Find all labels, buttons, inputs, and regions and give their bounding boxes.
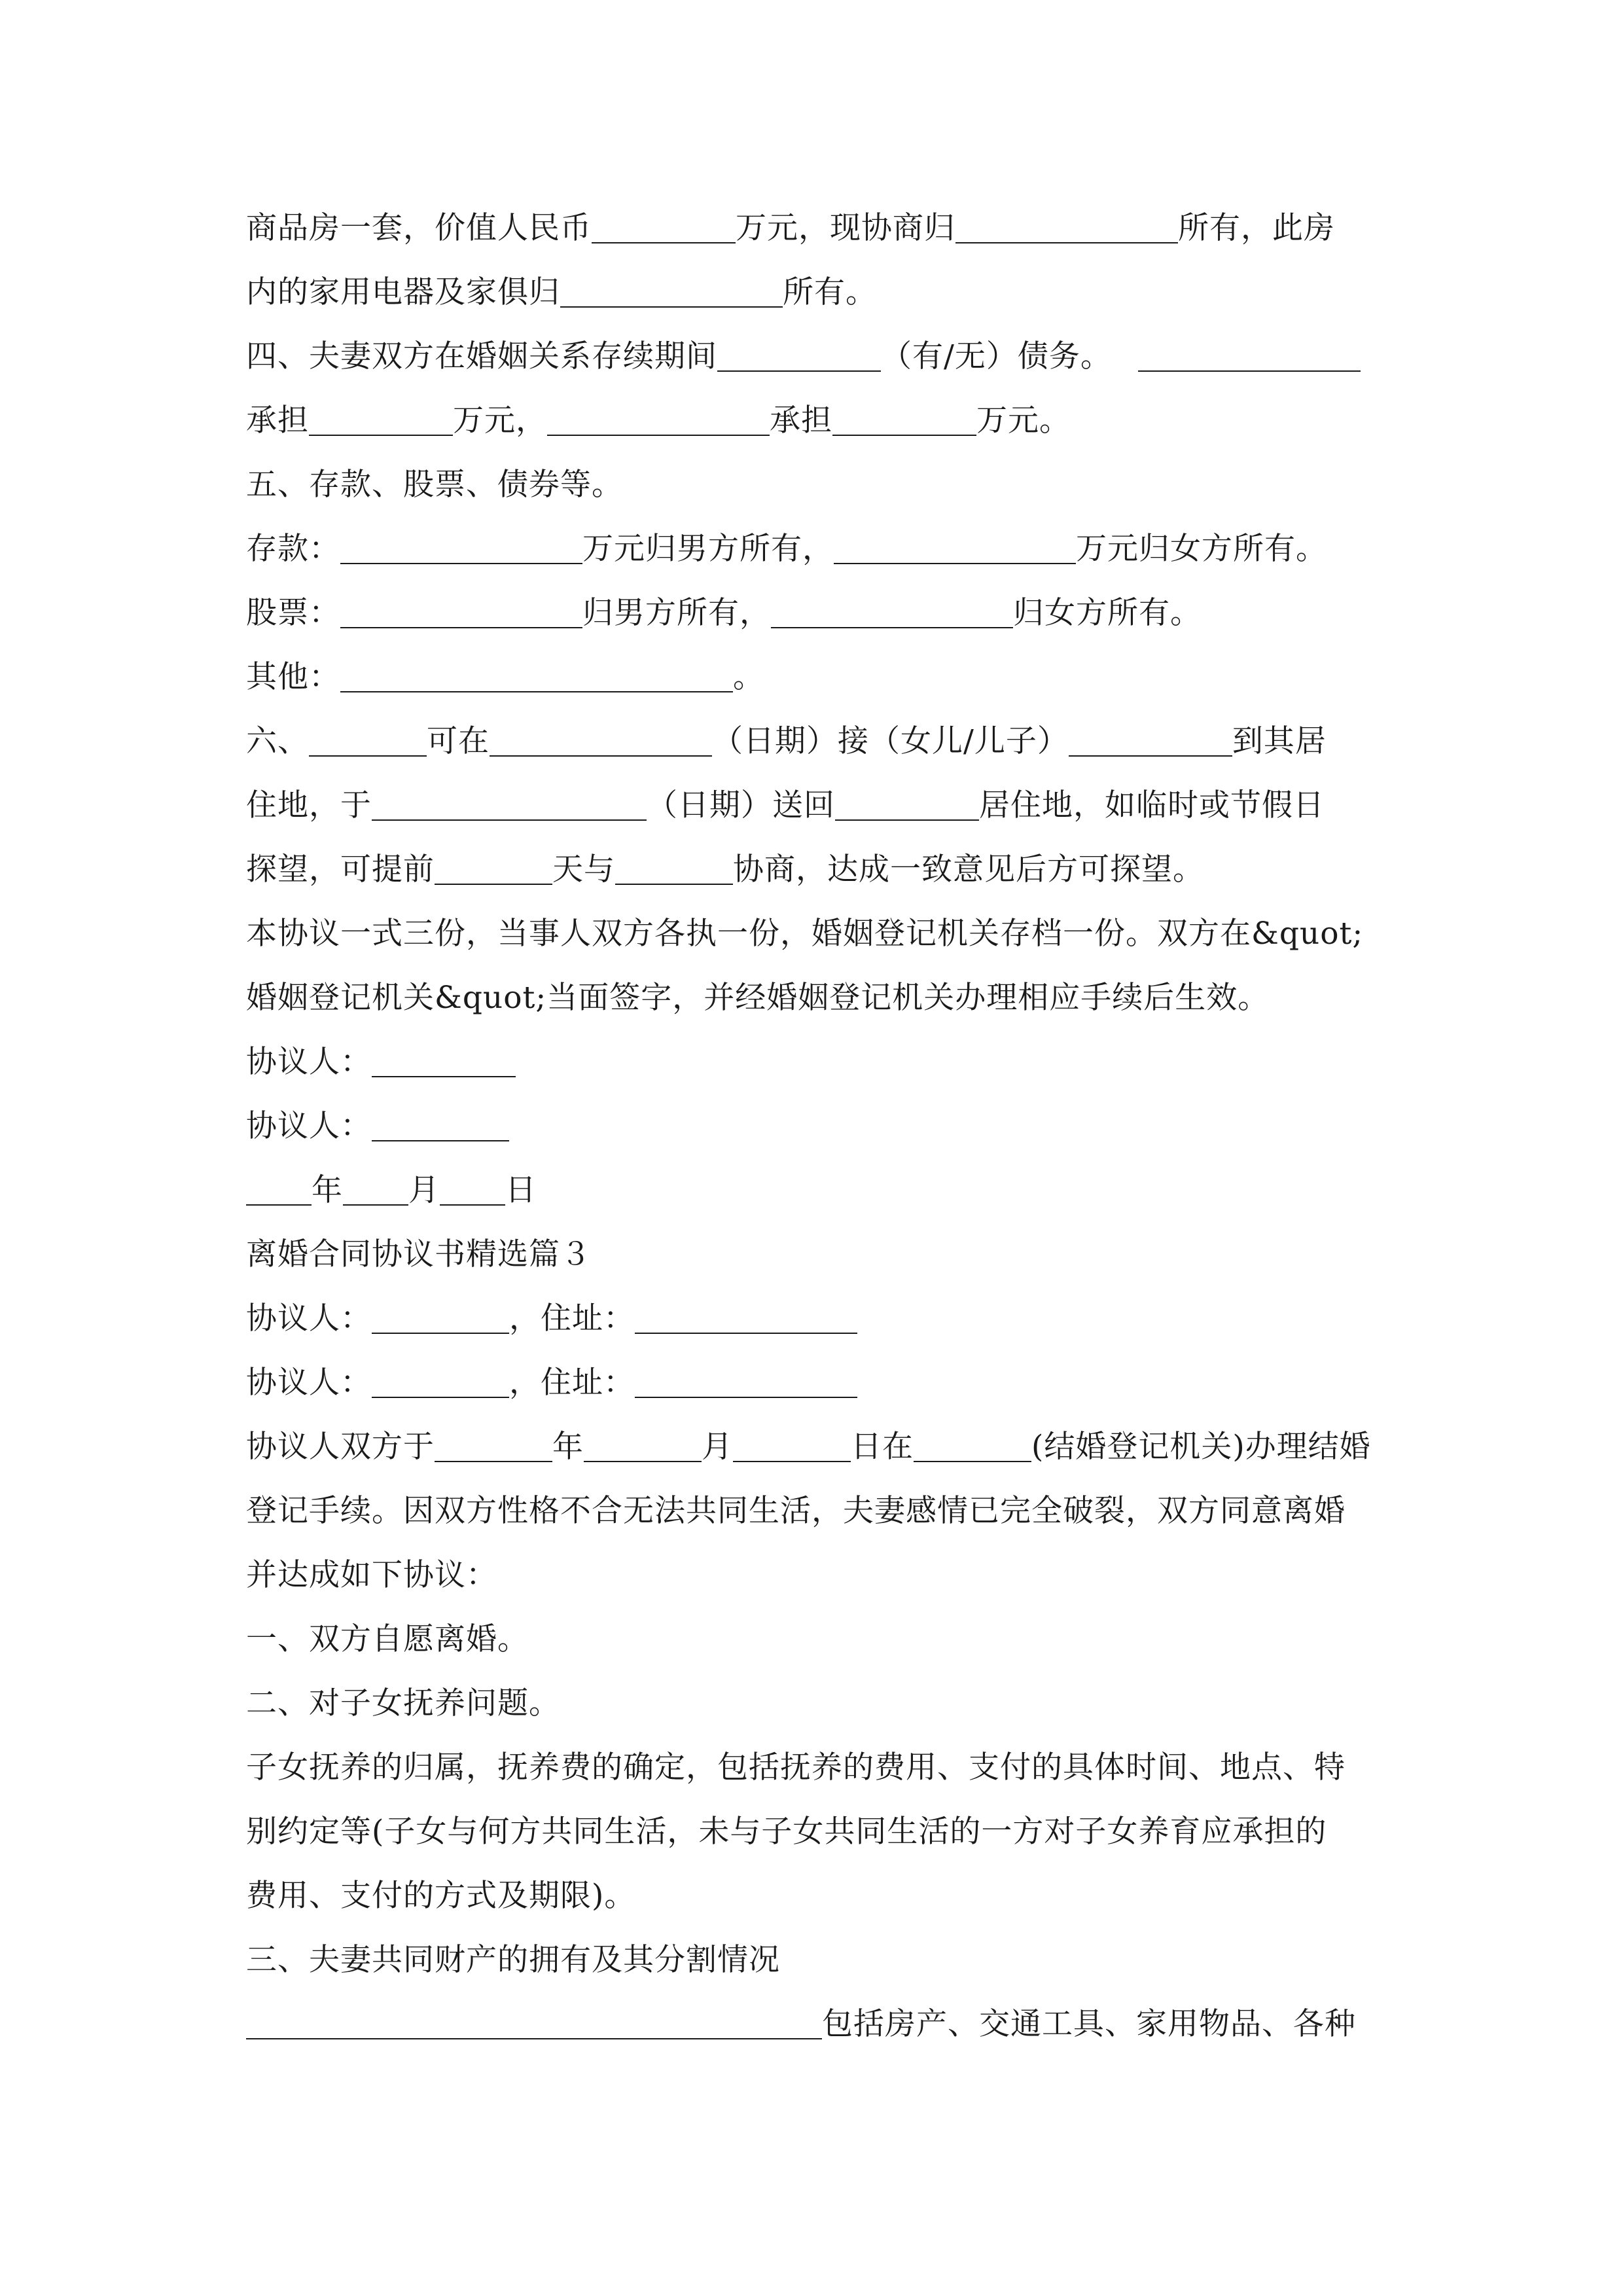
section-heading (246, 1223, 1398, 1287)
text-segment: 费用、支付的方式及期限)。 (246, 1878, 636, 1914)
text-segment: 一、双方自愿离婚。 (246, 1621, 529, 1657)
text-segment: 协议人： (246, 1365, 372, 1401)
text-segment: 内的家用电器及家俱归 (246, 274, 560, 310)
fill-blank (592, 219, 736, 243)
text-line (246, 1928, 1398, 1992)
text-line (246, 1864, 1398, 1928)
text-segment: 五、存款、股票、债券等。 (246, 467, 623, 503)
fill-blank (372, 1309, 509, 1334)
text-segment: 承担 (246, 403, 309, 439)
text-line (246, 260, 1398, 325)
text-segment: 万元，现协商归 (736, 210, 955, 246)
text-segment: 别约定等(子女与何方共同生活，未与子女共同生活的一方对子女养育应承担的 (246, 1814, 1327, 1850)
text-segment: 包括房产、交通工具、家用物品、各种 (822, 2006, 1356, 2042)
fill-blank (340, 668, 733, 692)
fill-blank (717, 347, 881, 372)
text-segment: 探望，可提前 (246, 852, 435, 888)
fill-blank (733, 1437, 851, 1462)
text-line (246, 774, 1398, 838)
text-line (246, 966, 1398, 1030)
text-segment: 并达成如下协议： (246, 1557, 497, 1593)
text-line (246, 196, 1398, 260)
text-segment: 承担 (770, 403, 832, 439)
fill-blank (1069, 732, 1232, 757)
fill-blank (635, 1373, 857, 1398)
text-segment: 存款： (246, 531, 340, 567)
text-line (246, 581, 1398, 645)
text-segment: 协议人双方于 (246, 1429, 435, 1465)
text-segment: 可在 (427, 723, 490, 759)
text-segment: 万元。 (976, 403, 1071, 439)
fill-blank (372, 1052, 516, 1077)
text-segment: 婚姻登记机关&quot;当面签字，并经婚姻登记机关办理相应手续后生效。 (246, 980, 1270, 1016)
text-line (246, 902, 1398, 966)
fill-blank (635, 1309, 857, 1334)
fill-blank (440, 1181, 505, 1206)
text-segment: ，住址： (509, 1365, 635, 1401)
fill-blank (372, 796, 647, 821)
fill-blank (246, 2015, 822, 2039)
text-segment: 天与 (552, 852, 615, 888)
document-page (246, 196, 1398, 2056)
text-line (246, 1479, 1398, 1543)
text-line (246, 1800, 1398, 1864)
fill-blank (343, 1181, 408, 1206)
text-line (246, 1415, 1398, 1479)
text-line (246, 645, 1398, 709)
fill-blank (372, 1117, 509, 1141)
fill-blank (560, 283, 783, 308)
text-segment: 万元归男方所有， (582, 531, 834, 567)
text-segment: 住地，于 (246, 787, 372, 823)
text-segment: （日期）接（女儿/儿子） (712, 723, 1069, 759)
text-line (246, 1992, 1398, 2056)
text-segment: 居住地，如临时或节假日 (979, 787, 1325, 823)
text-segment: 。 (733, 659, 764, 695)
text-segment: 商品房一套，价值人民币 (246, 210, 592, 246)
text-line (246, 1543, 1398, 1607)
text-line (246, 1672, 1398, 1736)
text-segment: 归男方所有， (582, 595, 771, 631)
text-segment: 年 (552, 1429, 584, 1465)
text-line (246, 389, 1398, 453)
text-segment: 归女方所有。 (1013, 595, 1202, 631)
text-line (246, 1287, 1398, 1351)
fill-blank (490, 732, 712, 757)
text-line (246, 325, 1398, 389)
text-segment: 子女抚养的归属，抚养费的确定，包括抚养的费用、支付的具体时间、地点、特 (246, 1749, 1346, 1785)
text-segment: 其他： (246, 659, 340, 695)
text-segment: 登记手续。因双方性格不合无法共同生活，夫妻感情已完全破裂，双方同意离婚 (246, 1493, 1346, 1529)
text-segment: ，住址： (509, 1300, 635, 1336)
text-line (246, 1094, 1398, 1158)
fill-blank (340, 603, 582, 628)
fill-blank (372, 1373, 509, 1398)
text-segment: (结婚登记机关)办理结婚 (1031, 1429, 1371, 1465)
text-line (246, 1736, 1398, 1800)
text-segment: 六、 (246, 723, 309, 759)
text-line (246, 1030, 1398, 1094)
text-segment: 所有。 (783, 274, 877, 310)
text-segment: 万元归女方所有。 (1076, 531, 1327, 567)
fill-blank (340, 539, 582, 564)
fill-blank (435, 1437, 552, 1462)
fill-blank (771, 603, 1013, 628)
fill-blank (1138, 347, 1361, 372)
text-segment: 三、夫妻共同财产的拥有及其分割情况 (246, 1942, 780, 1978)
fill-blank (309, 732, 427, 757)
fill-blank (834, 539, 1076, 564)
text-line (246, 709, 1398, 774)
fill-blank (835, 796, 979, 821)
text-segment: 万元， (453, 403, 547, 439)
text-segment: 年 (312, 1172, 343, 1208)
text-segment: 月 (702, 1429, 733, 1465)
text-line (246, 1158, 1398, 1223)
text-line (246, 1351, 1398, 1415)
fill-blank (615, 860, 733, 885)
fill-blank (832, 411, 976, 436)
text-segment: 离婚合同协议书精选篇３ (246, 1236, 592, 1272)
text-segment: 日在 (851, 1429, 914, 1465)
text-segment: 四、夫妻双方在婚姻关系存续期间 (246, 338, 717, 374)
fill-blank (955, 219, 1178, 243)
fill-blank (246, 1181, 312, 1206)
text-segment: 二、对子女抚养问题。 (246, 1685, 560, 1721)
fill-blank (547, 411, 770, 436)
text-segment: 到其居 (1232, 723, 1327, 759)
text-segment: （有/无）债务。 (881, 338, 1112, 374)
text-line (246, 453, 1398, 517)
fill-blank (309, 411, 453, 436)
text-line (246, 838, 1398, 902)
fill-blank (584, 1437, 702, 1462)
text-segment: 所有，此房 (1178, 210, 1335, 246)
text-segment: 月 (408, 1172, 440, 1208)
fill-blank (435, 860, 552, 885)
text-segment: 协议人： (246, 1044, 372, 1080)
text-segment: 协商，达成一致意见后方可探望。 (733, 852, 1204, 888)
text-segment: 股票： (246, 595, 340, 631)
fill-blank (914, 1437, 1031, 1462)
text-segment: 协议人： (246, 1300, 372, 1336)
text-segment: 协议人： (246, 1108, 372, 1144)
text-line (246, 1607, 1398, 1672)
text-segment: 本协议一式三份，当事人双方各执一份，婚姻登记机关存档一份。双方在&quot; (246, 916, 1364, 952)
text-line (246, 517, 1398, 581)
text-segment: （日期）送回 (647, 787, 835, 823)
text-segment: 日 (505, 1172, 537, 1208)
